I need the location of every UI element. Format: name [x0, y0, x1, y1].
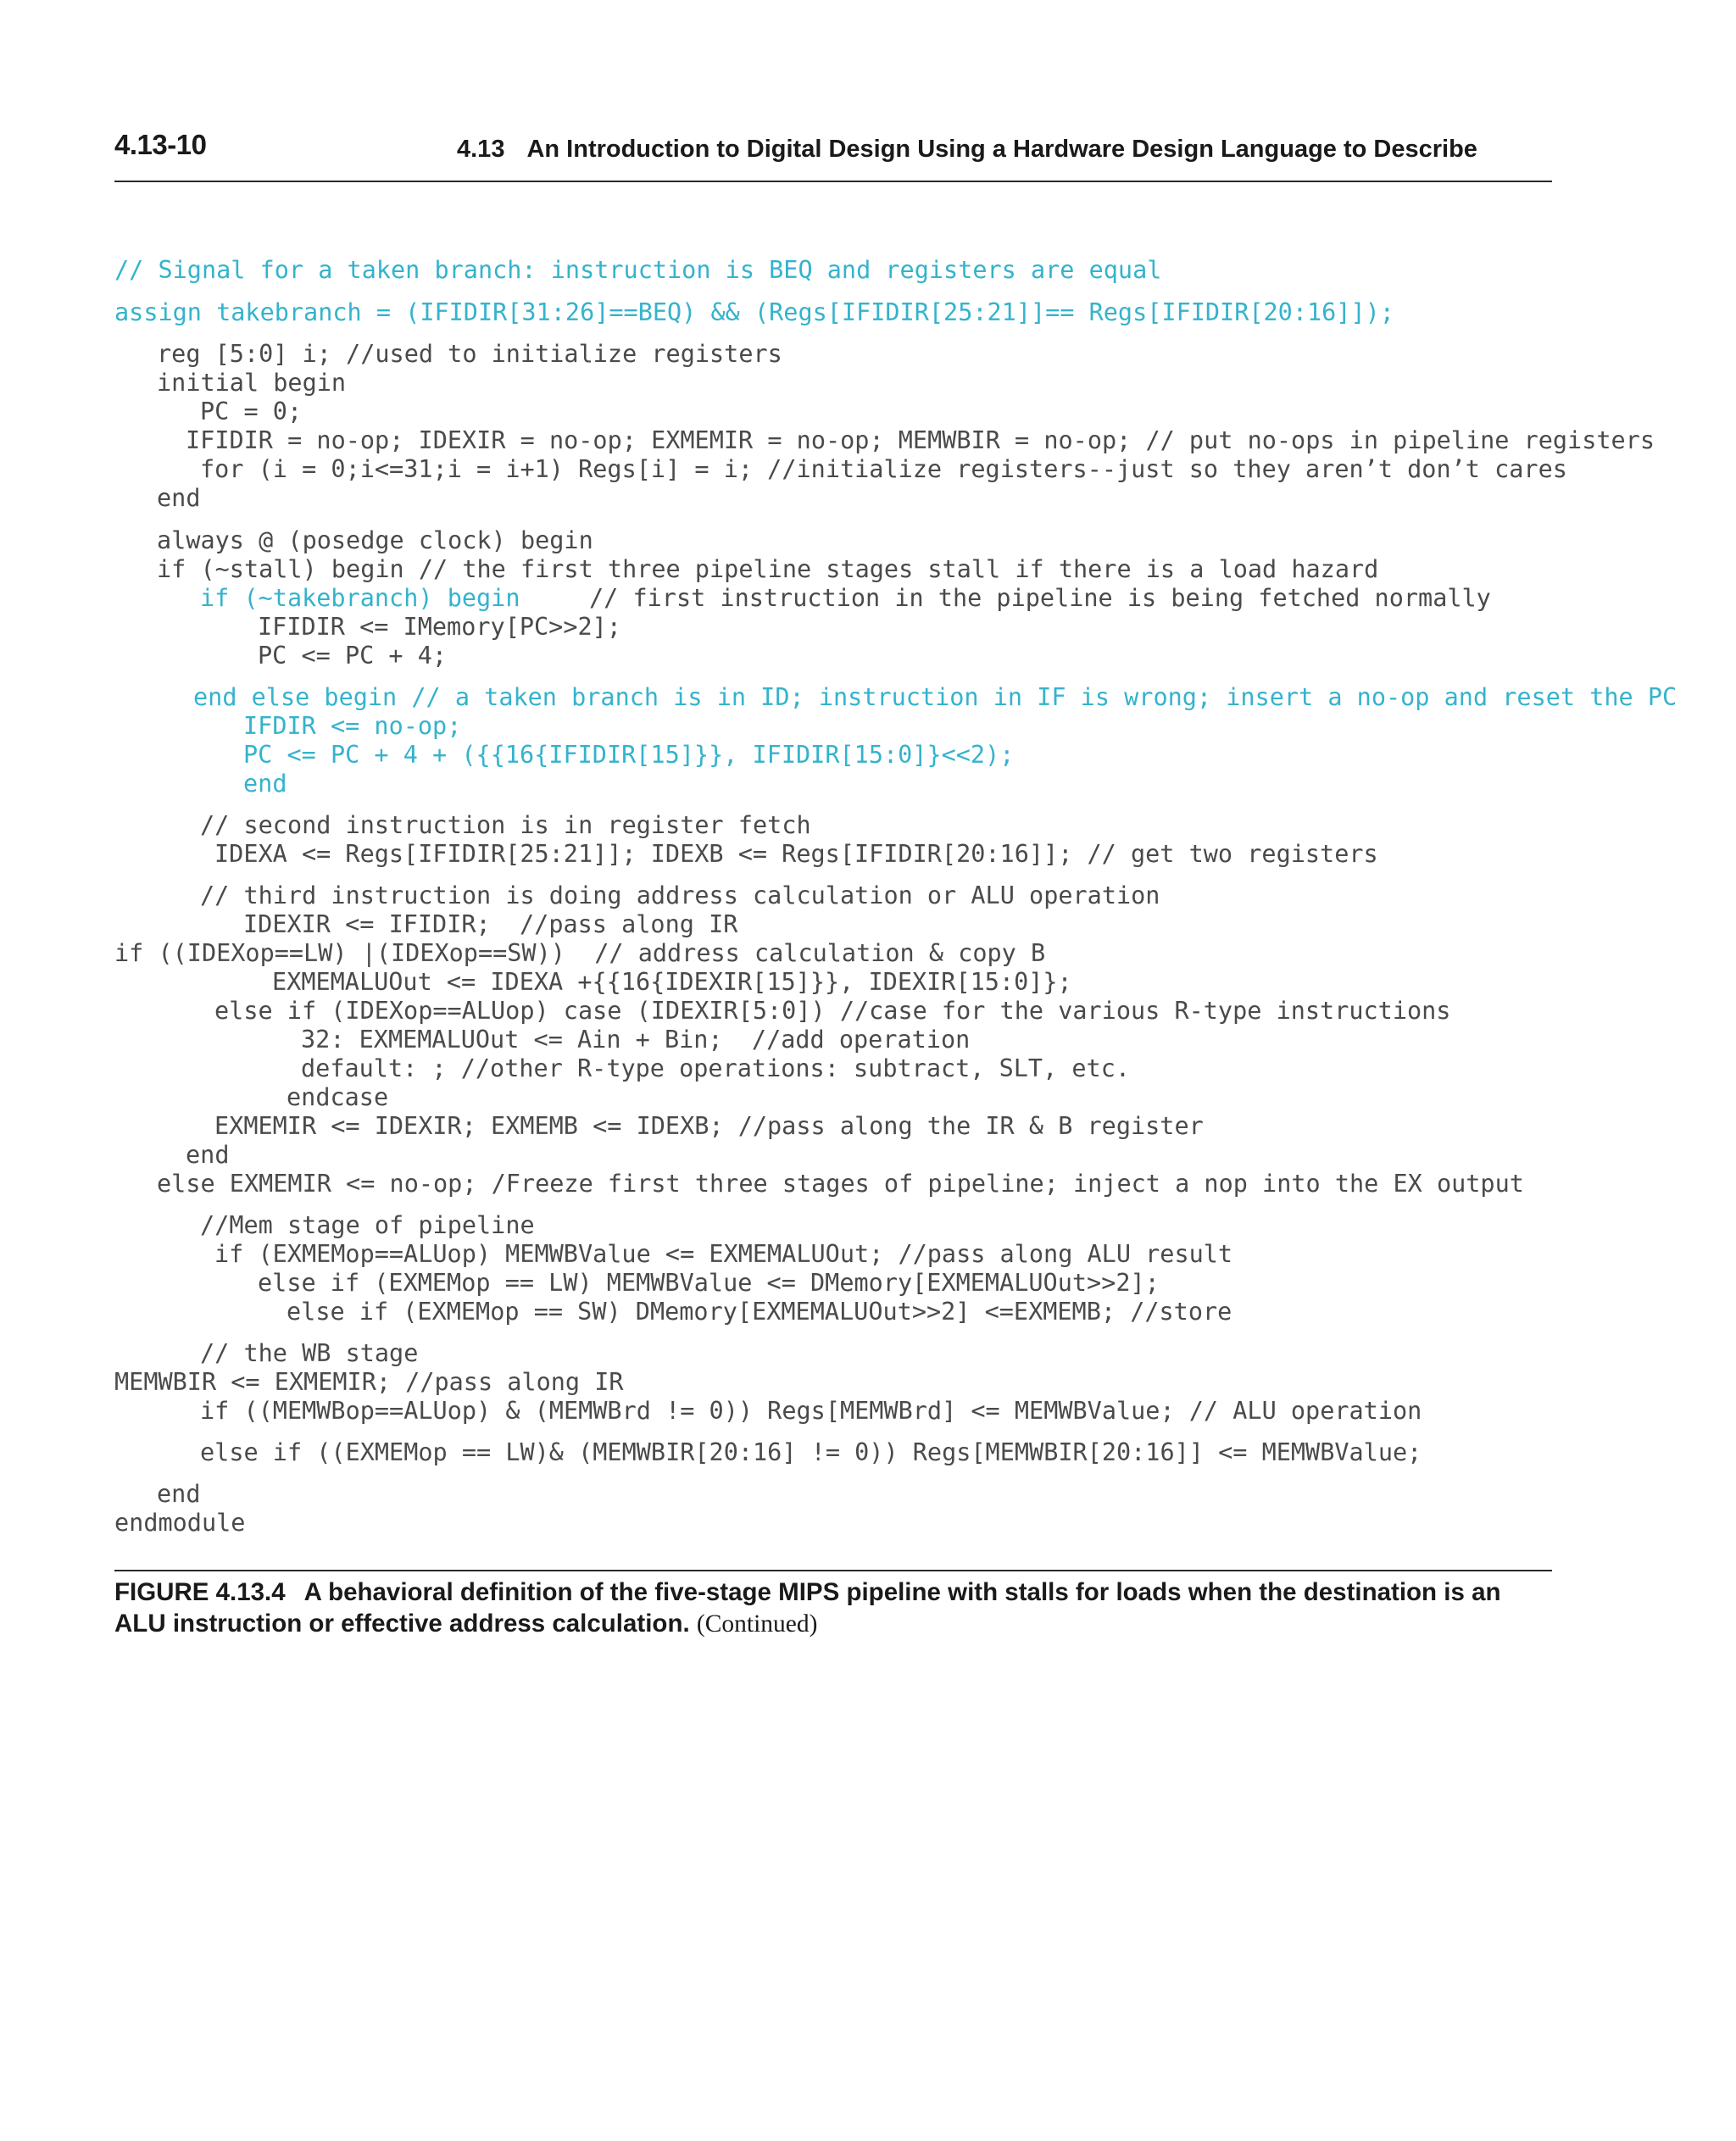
figure-caption: [114, 1577, 1555, 1640]
code-line: reg [5:0] i; //used to initialize registers: [157, 340, 782, 368]
code-line: IDEXIR <= IFIDIR; //pass along IR: [243, 910, 738, 938]
code-line: MEMWBIR <= EXMEMIR; //pass along IR: [114, 1368, 624, 1396]
code-line: end: [186, 1141, 230, 1169]
code-line: initial begin: [157, 369, 347, 397]
code-line: IFDIR <= no-op;: [243, 712, 462, 740]
code-line: else if (EXMEMop == LW) MEMWBValue <= DMemory[EXMEMALUOut>>2];: [258, 1269, 1160, 1297]
code-line: always @ (posedge clock) begin: [157, 526, 593, 554]
code-line: EXMEMIR <= IDEXIR; EXMEMB <= IDEXB; //pass along the IR & B register: [214, 1112, 1204, 1140]
code-line: if (~stall) begin // the first three pipeline stages stall if there is a load hazard: [157, 555, 1379, 583]
code-comment: // first instruction in the pipeline is being fetched normally: [589, 584, 1491, 612]
code-line: // Signal for a taken branch: instruction is BEQ and registers are equal: [114, 256, 1162, 284]
code-line: end: [243, 770, 287, 798]
header-rule: [114, 181, 1552, 182]
code-line: if ((MEMWBop==ALUop) & (MEMWBrd != 0)) Regs[MEMWBrd] <= MEMWBValue; // ALU operation: [200, 1397, 1422, 1425]
continued-note: (Continued): [696, 1610, 818, 1638]
code-line: PC = 0;: [200, 398, 303, 425]
code-line: assign takebranch = (IFIDIR[31:26]==BEQ) && (Regs[IFIDIR[25:21]]== Regs[IFIDIR[20:16]]);: [114, 298, 1394, 326]
caption-rule: [114, 1570, 1552, 1571]
page-number: 4.13-10: [114, 129, 207, 160]
code-line: IDEXA <= Regs[IFIDIR[25:21]]; IDEXB <= Regs[IFIDIR[20:16]]; // get two registers: [214, 840, 1378, 868]
code-line: else EXMEMIR <= no-op; /Freeze first three stages of pipeline; inject a nop into the EX output: [157, 1170, 1524, 1198]
code-line: EXMEMALUOut <= IDEXA +{{16{IDEXIR[15]}}, IDEXIR[15:0]};: [272, 968, 1072, 996]
code-line: IFIDIR <= IMemory[PC>>2];: [258, 613, 621, 641]
caption-text: A behavioral definition of the five-stage MIPS pipeline with stalls for loads when the destination is an ALU instruction or effective address calculation.: [114, 1578, 1501, 1638]
code-line: end: [157, 484, 201, 512]
code-line: end: [157, 1480, 201, 1508]
code-line: default: ; //other R-type operations: subtract, SLT, etc.: [301, 1054, 1131, 1082]
code-line: PC <= PC + 4 + ({{16{IFIDIR[15]}}, IFIDIR[15:0]}<<2);: [243, 741, 1015, 769]
code-line: end else begin // a taken branch is in ID; instruction in IF is wrong; insert a no-op and reset the PC: [193, 683, 1678, 711]
code-line: PC <= PC + 4;: [258, 642, 448, 670]
code-line: else if (IDEXop==ALUop) case (IDEXIR[5:0]) //case for the various R-type instructions: [214, 997, 1451, 1025]
code-line: else if ((EXMEMop == LW)& (MEMWBIR[20:16] != 0)) Regs[MEMWBIR[20:16]] <= MEMWBValue;: [200, 1438, 1422, 1466]
code-line: else if (EXMEMop == SW) DMemory[EXMEMALUOut>>2] <=EXMEMB; //store: [287, 1298, 1232, 1326]
code-line: if ((IDEXop==LW) |(IDEXop==SW)) // address calculation & copy B: [114, 939, 1046, 967]
code-line: if (EXMEMop==ALUop) MEMWBValue <= EXMEMALUOut; //pass along ALU result: [214, 1240, 1233, 1268]
section-number: 4.13: [457, 136, 505, 163]
code-line: IFIDIR = no-op; IDEXIR = no-op; EXMEMIR = no-op; MEMWBIR = no-op; // put no-ops in pipeline registers: [186, 426, 1655, 454]
code-line: // second instruction is in register fetch: [200, 811, 811, 839]
code-line: endcase: [287, 1083, 389, 1111]
figure-label: FIGURE 4.13.4: [114, 1578, 286, 1606]
code-line: for (i = 0;i<=31;i = i+1) Regs[i] = i; //initialize registers--just so they aren’t don’t cares: [200, 455, 1567, 483]
code-line: if (~takebranch) begin: [200, 584, 520, 612]
running-header: [457, 136, 1477, 164]
code-line: // the WB stage: [200, 1339, 419, 1367]
section-title: An Introduction to Digital Design Using a Hardware Design Language to Describe: [526, 136, 1477, 163]
code-line: //Mem stage of pipeline: [200, 1211, 535, 1239]
code-line: 32: EXMEMALUOut <= Ain + Bin; //add operation: [301, 1026, 971, 1054]
code-line: // third instruction is doing address calculation or ALU operation: [200, 881, 1160, 909]
code-line: endmodule: [114, 1509, 246, 1537]
